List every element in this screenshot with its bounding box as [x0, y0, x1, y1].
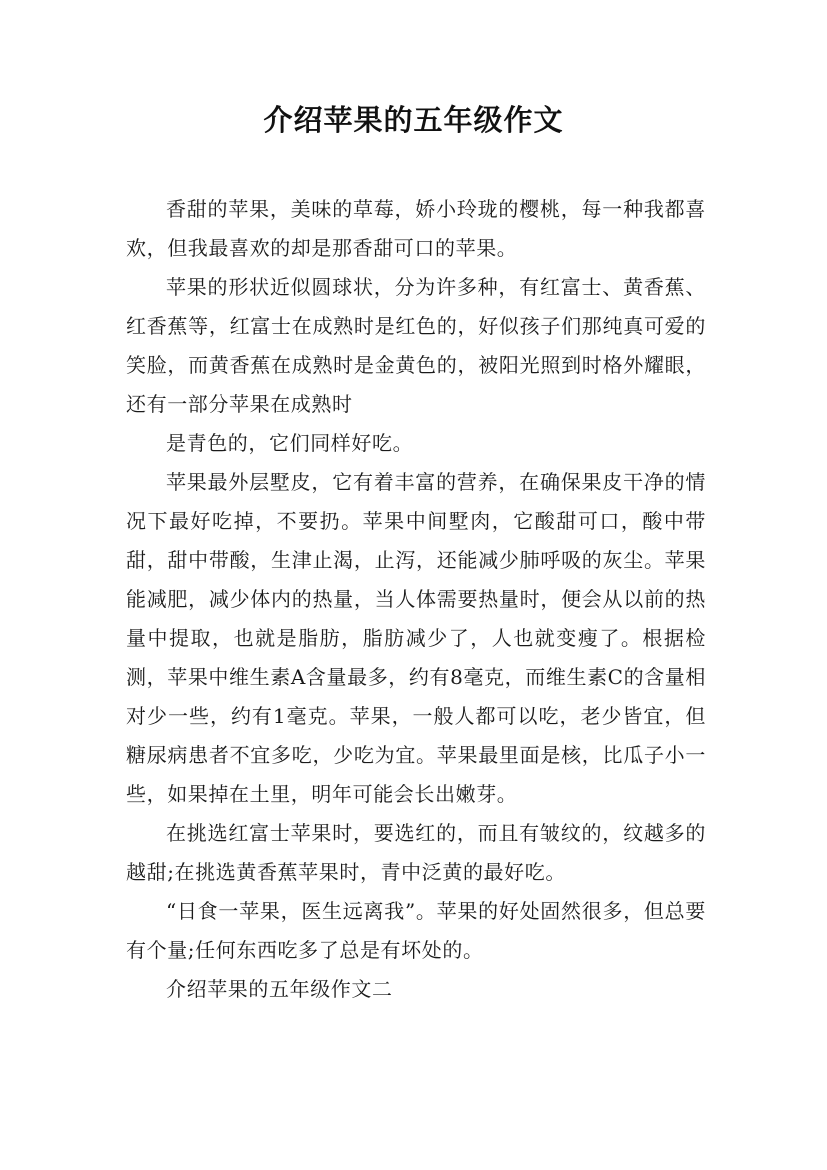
section-heading: 介绍苹果的五年级作文二 [166, 977, 393, 1001]
paragraph: 在挑选红富士苹果时，要选红的，而且有皱纹的，纹越多的越甜;在挑选黄香蕉苹果时，青中泛黄的最好吃。 [126, 821, 706, 884]
paragraph: “日食一苹果，医生远离我”。苹果的好处固然很多，但总要有个量;任何东西吃多了总是有坏处的。 [126, 899, 706, 962]
document-body [126, 190, 706, 1009]
paragraph: 苹果的形状近似圆球状，分为许多种，有红富士、黄香蕉、红香蕉等，红富士在成熟时是红色的，好似孩子们那纯真可爱的笑脸，而黄香蕉在成熟时是金黄色的，被阳光照到时格外耀眼，还有一部分苹果在成熟时 [126, 275, 706, 416]
paragraph: 香甜的苹果，美味的草莓，娇小玲珑的樱桃，每一种我都喜欢，但我最喜欢的却是那香甜可口的苹果。 [126, 197, 706, 260]
paragraph: 是青色的，它们同样好吃。 [166, 431, 414, 455]
paragraph: 苹果最外层墅皮，它有着丰富的营养，在确保果皮干净的情况下最好吃掉，不要扔。苹果中间墅肉，它酸甜可口，酸中带甜，甜中带酸，生津止渴，止泻，还能减少肺呼吸的灰尘。苹果能减肥，减少体内的热量，当人体需要热量时，便会从以前的热量中提取，也就是脂肪，脂肪减少了，人也就变瘦了。根据检测，苹果中维生素A含量最多，约有8毫克，而维生素C的含量相对少一些，约有1毫克。苹果，一般人都可以吃，老少皆宜，但糖尿病患者不宜多吃，少吃为宜。苹果最里面是核，比瓜子小一些，如果掉在土里，明年可能会长出嫩芽。 [126, 470, 706, 806]
document-title: 介绍苹果的五年级作文 [263, 103, 564, 137]
